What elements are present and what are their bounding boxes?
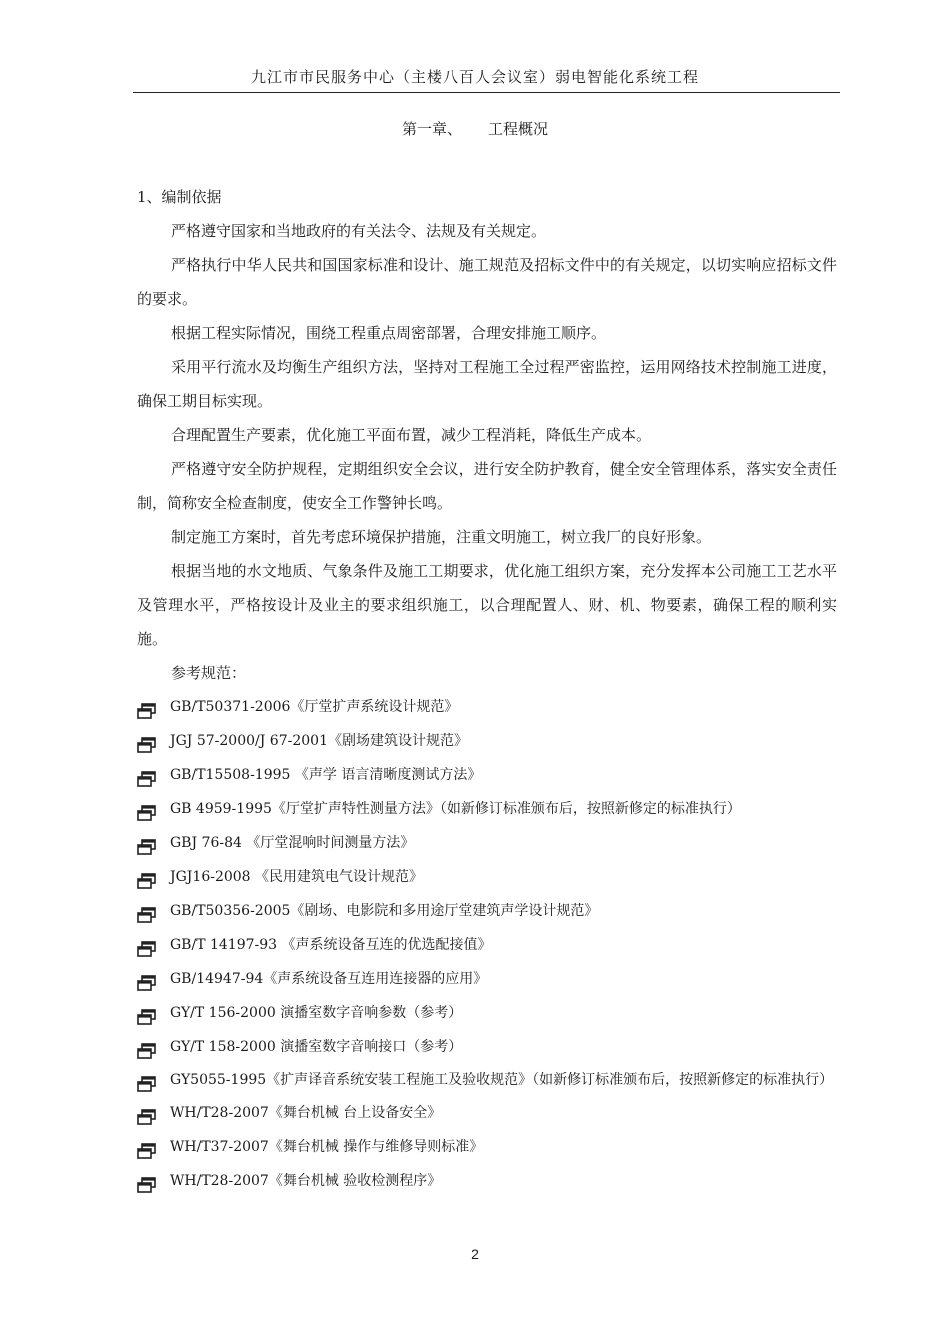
paragraph: 制定施工方案时，首先考虑环境保护措施，注重文明施工，树立我厂的良好形象。 [171, 528, 712, 546]
reference-text: GB/T50356-2005《剧场、电影院和多用途厅堂建筑声学设计规范》 [170, 903, 599, 919]
paragraph: 根据当地的水文地质、气象条件及施工工期要求，优化施工组织方案，充分发挥本公司施工工艺水平及管理水平，严格按设计及业主的要求组织施工，以合理配置人、财、机、物要素，确保工程的顺利实施。 [137, 562, 837, 648]
windows-stack-icon [137, 869, 157, 886]
windows-stack-icon [137, 699, 157, 716]
reference-item [137, 758, 837, 792]
reference-text: WH/T28-2007《舞台机械 验收检测程序》 [170, 1173, 442, 1189]
reference-item [137, 690, 837, 724]
reference-item [137, 928, 837, 962]
windows-stack-icon [137, 1173, 157, 1190]
reference-item [137, 792, 837, 826]
reference-text: JGJ16-2008 《民用建筑电气设计规范》 [170, 869, 424, 885]
chapter-title [0, 118, 950, 139]
reference-text: GB/T 14197-93 《声系统设备互连的优选配接值》 [170, 937, 492, 953]
reference-item [137, 1064, 837, 1096]
reference-item [137, 860, 837, 894]
reference-item [137, 826, 837, 860]
windows-stack-icon [137, 1005, 157, 1022]
reference-item [137, 1030, 837, 1064]
windows-stack-icon [137, 1105, 157, 1122]
references-heading: 参考规范： [171, 664, 247, 682]
chapter-name: 工程概况 [488, 120, 549, 138]
header-divider [133, 92, 840, 93]
windows-stack-icon [137, 1073, 157, 1090]
windows-stack-icon [137, 767, 157, 784]
paragraph: 严格执行中华人民共和国国家标准和设计、施工规范及招标文件中的有关规定，以切实响应招标文件的要求。 [137, 256, 837, 308]
chapter-number: 第一章、 [401, 120, 462, 138]
reference-item [137, 894, 837, 928]
reference-text: GY5055-1995《扩声译音系统安装工程施工及验收规范》（如新修订标准颁布后，按照新修定的标准执行） [170, 1072, 834, 1088]
reference-item [137, 724, 837, 758]
paragraph: 采用平行流水及均衡生产组织方法，坚持对工程施工全过程严密监控，运用网络技术控制施工进度，确保工期目标实现。 [137, 358, 837, 410]
reference-text: GB 4959-1995《厅堂扩声特性测量方法》（如新修订标准颁布后，按照新修定的标准执行） [170, 801, 741, 817]
windows-stack-icon [137, 937, 157, 954]
reference-text: WH/T37-2007《舞台机械 操作与维修导则标准》 [170, 1139, 484, 1155]
reference-text: GBJ 76-84 《厅堂混响时间测量方法》 [170, 835, 415, 851]
windows-stack-icon [137, 903, 157, 920]
reference-text: GB/14947-94《声系统设备互连用连接器的应用》 [170, 971, 488, 987]
reference-text: GB/T15508-1995 《声学 语言清晰度测试方法》 [170, 767, 482, 783]
windows-stack-icon [137, 971, 157, 988]
reference-text: WH/T28-2007《舞台机械 台上设备安全》 [170, 1105, 442, 1121]
reference-text: JGJ 57-2000/J 67-2001《剧场建筑设计规范》 [170, 733, 468, 749]
windows-stack-icon [137, 835, 157, 852]
page-number: 2 [471, 1246, 479, 1262]
paragraph: 根据工程实际情况，围绕工程重点周密部署，合理安排施工顺序。 [171, 324, 607, 342]
paragraph: 严格遵守安全防护规程，定期组织安全会议，进行安全防护教育，健全安全管理体系，落实安全责任制，简称安全检查制度，使安全工作警钟长鸣。 [137, 460, 837, 512]
reference-item [137, 962, 837, 996]
paragraph: 严格遵守国家和当地政府的有关法令、法规及有关规定。 [171, 222, 547, 240]
reference-list [137, 690, 837, 1198]
windows-stack-icon [137, 1039, 157, 1056]
document-body [137, 180, 837, 1198]
windows-stack-icon [137, 1139, 157, 1156]
reference-text: GB/T50371-2006《厅堂扩声系统设计规范》 [170, 699, 459, 715]
windows-stack-icon [137, 801, 157, 818]
reference-text: GY/T 156-2000 演播室数字音响参数（参考） [170, 1005, 463, 1021]
paragraph: 合理配置生产要素，优化施工平面布置，减少工程消耗，降低生产成本。 [171, 426, 652, 444]
document-header-title: 九江市市民服务中心（主楼八百人会议室）弱电智能化系统工程 [250, 68, 699, 86]
windows-stack-icon [137, 733, 157, 750]
reference-item [137, 1164, 837, 1198]
reference-text: GY/T 158-2000 演播室数字音响接口（参考） [170, 1039, 463, 1055]
reference-item [137, 1130, 837, 1164]
reference-item [137, 1096, 837, 1130]
reference-item [137, 996, 837, 1030]
section-heading: 1、编制依据 [137, 188, 222, 206]
